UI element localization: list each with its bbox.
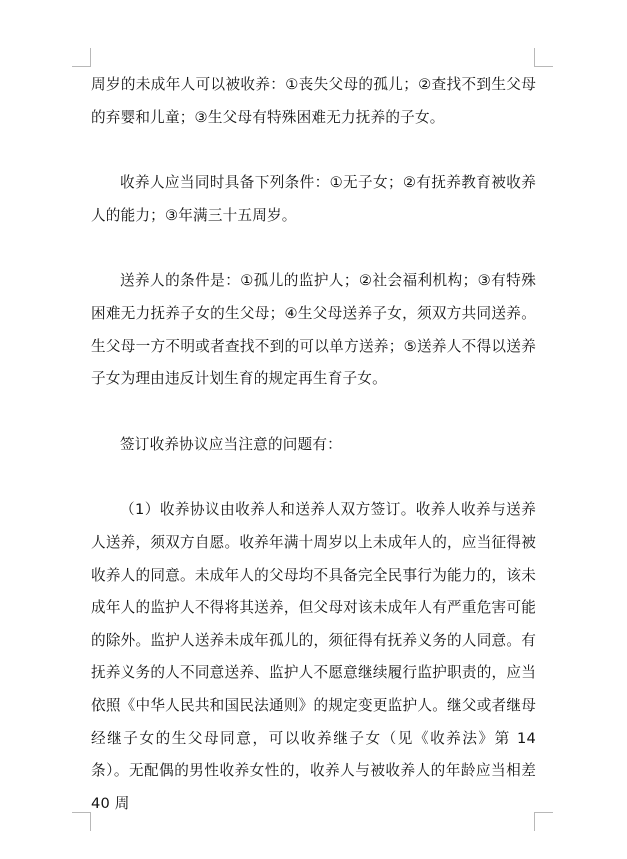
paragraph-spacing [91,461,536,494]
paragraph-spacing [91,396,536,429]
paragraph-agreement-item-1: （1）收养协议由收养人和送养人双方签订。收养人收养与送养人送养，须双方自愿。收养年满十周岁以上未成年人的，应当征得被收养人的同意。未成年人的父母均不具备完全民事行为能力的，该未成年人的监护人不得将其送养，但父母对该未成年人有严重危害可能的除外。监护人送养未成年孤儿的，须征得有抚养义务的人同意。有抚养义务的人不同意送养、监护人不愿意继续履行监护职责的，应当依照《中华人民共和国民法通则》的规定变更监护人。继父或者继母经继子女的生父母同意，可以收养继子女（见《收养法》第 14 条）。无配偶的男性收养女性的，收养人与被收养人的年龄应当相差 40 周 [91,501,536,812]
paragraph-agreement-issues-heading: 签订收养协议应当注意的问题有： [120,435,342,453]
document-body[interactable] [91,69,536,820]
margin-corner-top-right [534,48,553,67]
margin-corner-bottom-right [534,812,553,831]
paragraph-adoptee-conditions: 周岁的未成年人可以被收养：①丧失父母的孤儿；②查找不到生父母的弃婴和儿童；③生父母有特殊困难无力抚养的子女。 [91,76,536,126]
paragraph-spacing [91,232,536,265]
margin-corner-bottom-left [72,812,91,831]
margin-corner-top-left [72,48,91,67]
paragraph-adopter-conditions: 收养人应当同时具备下列条件：①无子女；②有抚养教育被收养人的能力；③年满三十五周岁。 [91,174,536,224]
paragraph-placer-conditions: 送养人的条件是：①孤儿的监护人；②社会福利机构；③有特殊困难无力抚养子女的生父母；④生父母送养子女，须双方共同送养。生父母一方不明或者查找不到的可以单方送养；⑤送养人不得以送养子女为理由违反计划生育的规定再生育子女。 [91,272,536,388]
paragraph-spacing [91,134,536,167]
